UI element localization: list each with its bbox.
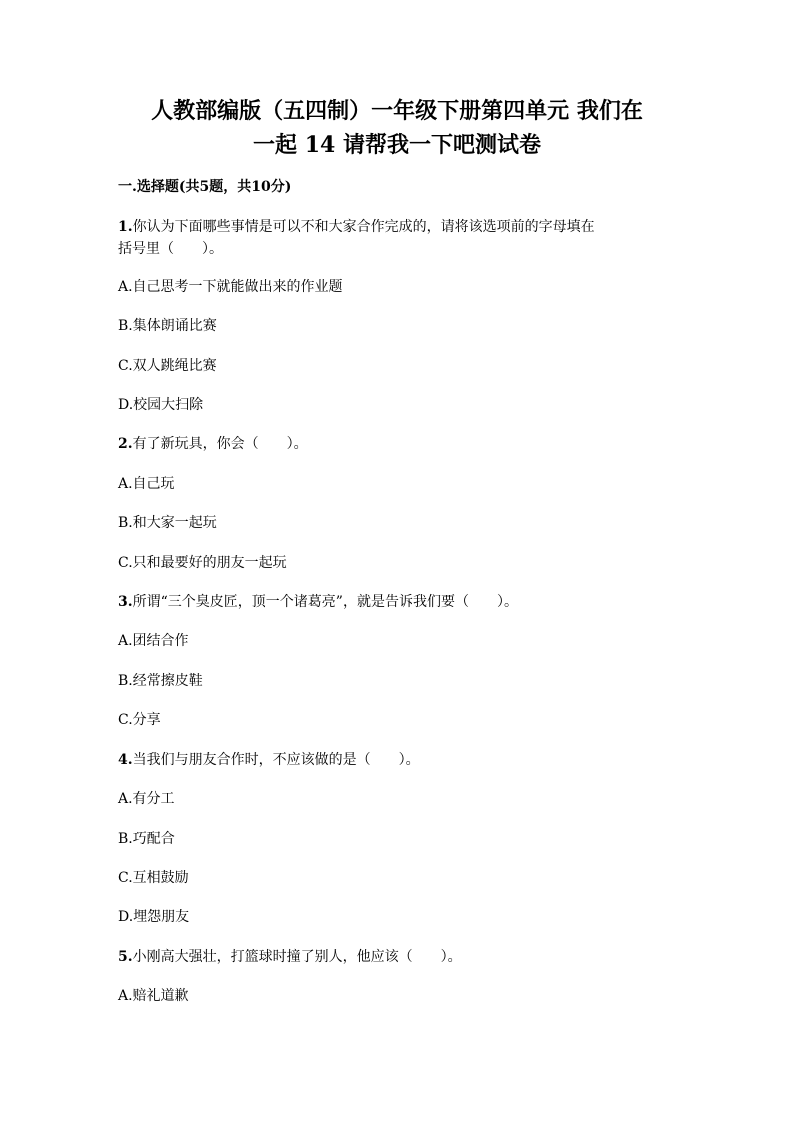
option-4b: B.巧配合 [118,831,175,847]
option-3c: C.分享 [118,712,161,728]
question-5 [118,946,678,968]
question-text-cont: 括号里（ ）。 [118,241,223,257]
question-text: 有了新玩具，你会（ ）。 [132,436,308,452]
section-heading: 一.选择题(共5题，共10分) [118,179,292,195]
option-1c: C.双人跳绳比赛 [118,358,217,374]
question-number: 1. [118,219,133,235]
option-1d: D.校园大扫除 [118,397,204,413]
question-number: 3. [118,594,133,610]
question-number: 2. [118,436,133,452]
exam-title-line2: 一起 14 请帮我一下吧测试卷 [253,132,541,158]
exam-title-line1: 人教部编版（五四制）一年级下册第四单元 我们在 [151,98,643,124]
question-4 [118,749,678,771]
question-number: 4. [118,752,133,768]
option-3b: B.经常擦皮鞋 [118,673,203,689]
question-text: 小刚高大强壮，打篮球时撞了别人，他应该（ ）。 [132,949,462,965]
question-text: 你认为下面哪些事情是可以不和大家合作完成的，请将该选项前的字母填在 [132,219,595,235]
option-4c: C.互相鼓励 [118,870,189,886]
question-1 [118,216,678,260]
question-text: 所谓“三个臭皮匠，顶一个诸葛亮”，就是告诉我们要（ ）。 [132,594,518,610]
option-5a: A.赔礼道歉 [118,988,189,1004]
option-2a: A.自己玩 [118,476,175,492]
option-1b: B.集体朗诵比赛 [118,318,217,334]
option-2c: C.只和最要好的朋友一起玩 [118,555,287,571]
question-2 [118,433,678,455]
question-3 [118,591,678,613]
option-3a: A.团结合作 [118,633,189,649]
question-text: 当我们与朋友合作时，不应该做的是（ ）。 [132,752,420,768]
option-4a: A.有分工 [118,791,175,807]
option-2b: B.和大家一起玩 [118,515,217,531]
question-number: 5. [118,949,133,965]
option-1a: A.自己思考一下就能做出来的作业题 [118,279,343,295]
option-4d: D.埋怨朋友 [118,909,190,925]
